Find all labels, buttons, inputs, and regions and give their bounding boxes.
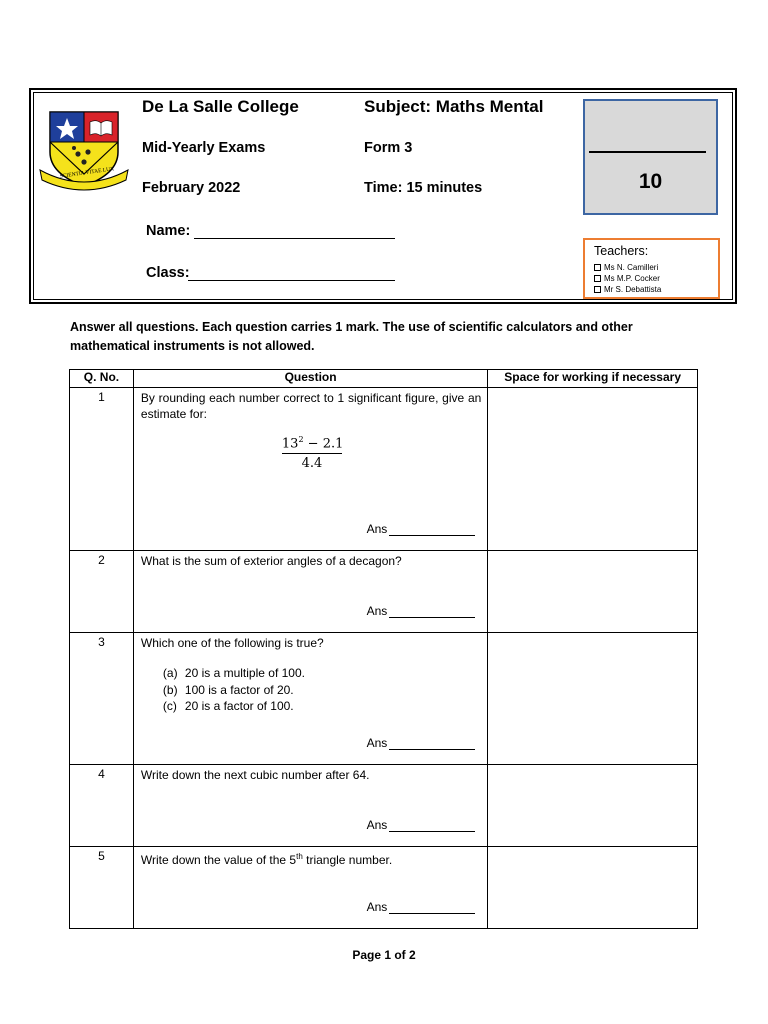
question-cell (133, 847, 487, 929)
question-text: Write down the next cubic number after 64. (140, 768, 370, 782)
question-text: Write down the value of the 5th triangle number. (140, 852, 393, 867)
option-b: (b) 100 is a factor of 20. (162, 682, 294, 697)
answer-line[interactable]: Ans (367, 736, 476, 750)
answer-line[interactable]: Ans (367, 818, 476, 832)
question-number: 3 (70, 633, 134, 765)
working-space[interactable] (488, 388, 698, 551)
fraction-expression (282, 435, 342, 471)
class-label: Class: (146, 265, 190, 281)
teacher-2: Ms M.P. Cocker (594, 273, 660, 284)
exam-name: Mid-Yearly Exams (142, 140, 266, 156)
option-c: (c) 20 is a factor of 100. (162, 699, 294, 713)
checkbox-icon (594, 275, 601, 282)
question-cell (133, 551, 487, 633)
col-header-question: Question (133, 370, 487, 388)
fraction-numerator: $13^2 - 2.1$ (282, 435, 342, 454)
name-label: Name: (146, 223, 191, 239)
options-list (163, 665, 305, 715)
question-number: 2 (70, 551, 134, 633)
instructions-line-2: mathematical instruments is not allowed. (70, 339, 315, 353)
working-space[interactable] (488, 765, 698, 847)
col-header-qno: Q. No. (70, 370, 134, 388)
checkbox-icon (594, 286, 601, 293)
school-name: De La Salle College (142, 97, 299, 116)
table-header-row (70, 370, 698, 388)
form-level: Form 3 (364, 140, 413, 156)
fraction-denominator: 4.4 (301, 456, 323, 472)
working-space[interactable] (488, 633, 698, 765)
answer-line[interactable]: Ans (367, 604, 476, 618)
teachers-title: Teachers: (594, 244, 649, 258)
working-space[interactable] (488, 847, 698, 929)
table-row (70, 847, 698, 929)
teacher-1: Ms N. Camilleri (594, 262, 658, 273)
instructions-line-1: Answer all questions. Each question carries 1 mark. The use of scientific calculators and other (70, 320, 633, 334)
question-number: 5 (70, 847, 134, 929)
question-cell (133, 765, 487, 847)
questions-table (69, 369, 698, 929)
table-row (70, 551, 698, 633)
name-field[interactable] (194, 238, 395, 239)
exam-duration: Time: 15 minutes (364, 180, 483, 196)
score-line[interactable] (589, 151, 706, 153)
question-cell (133, 388, 487, 551)
question-number: 1 (70, 388, 134, 551)
table-row (70, 633, 698, 765)
class-field[interactable] (188, 280, 395, 281)
question-text: By rounding each number correct to 1 significant figure, give an estimate for: (140, 391, 482, 421)
crest-motto: SCIENTIA VITAE LUX (59, 166, 115, 180)
option-a: (a) 20 is a multiple of 100. (162, 666, 305, 680)
answer-line[interactable]: Ans (367, 900, 476, 914)
col-header-working: Space for working if necessary (488, 370, 698, 388)
question-text: Which one of the following is true? (140, 636, 324, 650)
question-cell (133, 633, 487, 765)
table-row (70, 388, 698, 551)
page-number: Page 1 of 2 (352, 948, 416, 962)
working-space[interactable] (488, 551, 698, 633)
exam-date: February 2022 (142, 180, 241, 196)
max-mark: 10 (638, 170, 663, 193)
table-row (70, 765, 698, 847)
answer-line[interactable]: Ans (367, 522, 476, 536)
question-text: What is the sum of exterior angles of a decagon? (140, 554, 402, 568)
score-box (583, 99, 718, 215)
checkbox-icon (594, 264, 601, 271)
subject: Subject: Maths Mental (364, 97, 544, 116)
teacher-3: Mr S. Debattista (594, 284, 661, 295)
question-number: 4 (70, 765, 134, 847)
